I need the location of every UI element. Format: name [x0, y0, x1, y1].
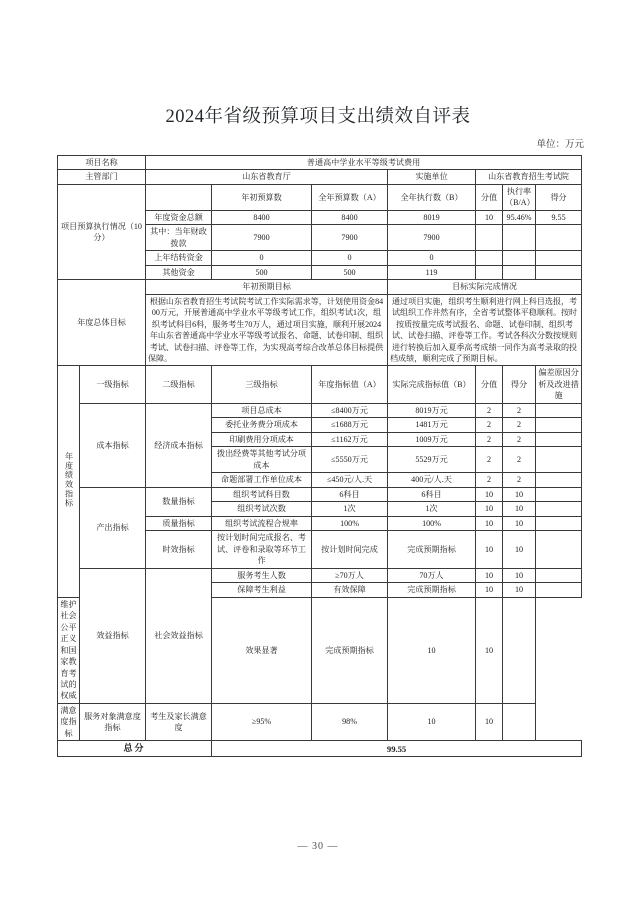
perf-target-value: ≥95%: [212, 703, 312, 740]
budget-annual-budget: 500: [312, 265, 388, 279]
perf-score: 2: [503, 418, 536, 432]
table-row-performance-columns: [58, 366, 582, 403]
budget-initial-budget: 7900: [212, 225, 312, 251]
perf-level2-quality: 质量指标: [146, 516, 212, 530]
table-row: [58, 703, 582, 740]
perf-score: 10: [503, 502, 536, 516]
perf-target-value: ≤5550万元: [312, 447, 388, 473]
perf-score-value: 10: [476, 531, 503, 568]
perf-level3: 考生及家长满意度: [146, 703, 212, 740]
table-row-goal-headers: [58, 280, 582, 294]
perf-deviation: [536, 487, 582, 501]
perf-level3: 保障考生利益: [212, 583, 312, 597]
perf-col-score: 得分: [503, 366, 536, 403]
budget-annual-budget: 7900: [312, 225, 388, 251]
perf-actual-value: 400元/人.天: [388, 473, 476, 487]
perf-col-level2: 二级指标: [146, 366, 212, 403]
perf-level3: 组织考试流程合规率: [212, 516, 312, 530]
perf-level1-output: 产出指标: [80, 487, 146, 568]
perf-score-value: 2: [476, 432, 503, 446]
perf-deviation: [503, 597, 536, 703]
perf-score-value: 10: [388, 703, 476, 740]
perf-col-level1: 一级指标: [80, 366, 146, 403]
perf-level3: 印刷费用分项成本: [212, 432, 312, 446]
budget-row-label: 其中：当年财政拨款: [146, 225, 212, 251]
performance-self-assessment-table: [57, 155, 582, 757]
page-title: 2024年省级预算项目支出绩效自评表: [165, 107, 471, 127]
budget-score-value: [476, 265, 503, 279]
perf-deviation: [536, 516, 582, 530]
annual-goal-actual-text: 通过项目实施，组织考生顺利进行网上科目选报，考试组织工作井然有序，全省考试整体平稳顺利。按时按质按量完成考试报名、命题、试卷印制、组织考试、试卷扫描、评卷等工作。考试各科次分数按规则进行转换后加入夏季高考成绩一同作为高考录取的投档成绩，顺利完成了预期目标。: [388, 294, 582, 366]
budget-score: [536, 265, 582, 279]
perf-score-value: 2: [476, 418, 503, 432]
perf-actual-value: 1次: [388, 502, 476, 516]
perf-deviation: [536, 447, 582, 473]
perf-deviation: [536, 583, 582, 597]
total-value: 99.55: [212, 741, 582, 757]
budget-execution-section-label: 项目预算执行情况（10分）: [58, 184, 146, 279]
perf-target-value: ≥70万人: [312, 568, 388, 582]
perf-level2-quantity: 数量指标: [146, 487, 212, 516]
budget-col-execution-rate: 执行率（B/A）: [503, 184, 536, 210]
performance-section-label-text: 年度绩效指标: [64, 451, 74, 508]
perf-target-value: 有效保障: [312, 583, 388, 597]
perf-col-deviation: 偏差原因分析及改进措施: [536, 366, 582, 403]
annual-goal-expected-text: 根据山东省教育招生考试院考试工作实际需求等，计划使用资金8400万元，开展普通高中学业水平等级考试工作，组织考试1次，组织考试科目6科，服务考生70万人，通过项目实施，顺利开展2024年山东省普通高中学业水平等级考试报名、命题、试卷印制、组织考试、试卷扫描、评卷等工作，为实现高考综合改革总体目标提供保障。: [146, 294, 388, 366]
budget-row-label: 年度资金总额: [146, 210, 212, 224]
annual-goal-expected-header: 年初预期目标: [146, 280, 388, 294]
budget-row-label: 上年结转资金: [146, 251, 212, 265]
perf-level1-cost: 成本指标: [80, 403, 146, 487]
perf-level2-timeliness: 时效指标: [146, 531, 212, 568]
perf-level3: 项目总成本: [212, 403, 312, 417]
perf-deviation: [536, 418, 582, 432]
perf-score: 10: [503, 516, 536, 530]
perf-level3: 组织考试科目数: [212, 487, 312, 501]
perf-level3: 服务考生人数: [212, 568, 312, 582]
budget-col-annual-budget: 全年预算数（A）: [312, 184, 388, 210]
perf-level2-economic-cost: 经济成本指标: [146, 403, 212, 487]
perf-target-value: ≤1162万元: [312, 432, 388, 446]
perf-actual-value: 5529万元: [388, 447, 476, 473]
perf-actual-value: 1009万元: [388, 432, 476, 446]
unit-label: 单位：万元: [536, 140, 584, 150]
perf-level3: 组织考试次数: [212, 502, 312, 516]
perf-actual-value: 70万人: [388, 568, 476, 582]
perf-score: 2: [503, 432, 536, 446]
perf-actual-value: 完成预期指标: [312, 597, 388, 703]
budget-col-annual-execution: 全年执行数（B）: [388, 184, 476, 210]
performance-section-label: [58, 366, 80, 597]
perf-target-value: 效果显著: [212, 597, 312, 703]
implementing-unit-label: 实施单位: [388, 170, 476, 184]
perf-score-value: 10: [476, 502, 503, 516]
perf-score: 2: [503, 403, 536, 417]
perf-deviation: [536, 502, 582, 516]
perf-deviation: [503, 703, 536, 740]
perf-score-value: 2: [476, 403, 503, 417]
budget-col-score-value: 分值: [476, 184, 503, 210]
budget-annual-execution: 0: [388, 251, 476, 265]
budget-initial-budget: 0: [212, 251, 312, 265]
perf-target-value: 100%: [312, 516, 388, 530]
perf-deviation: [536, 473, 582, 487]
budget-row-label: 其他资金: [146, 265, 212, 279]
total-label: 总分: [58, 741, 212, 757]
budget-initial-budget: 8400: [212, 210, 312, 224]
perf-actual-value: 1481万元: [388, 418, 476, 432]
supervising-dept-label: 主管部门: [58, 170, 146, 184]
perf-score: 10: [503, 487, 536, 501]
perf-score-value: 10: [476, 516, 503, 530]
perf-level1-satisfaction: 满意度指标: [58, 703, 80, 740]
perf-deviation: [536, 568, 582, 582]
budget-score: 9.55: [536, 210, 582, 224]
budget-execution-rate: [503, 265, 536, 279]
perf-level3: 按计划时间完成报名、考试、评卷和录取等环节工作: [212, 531, 312, 568]
budget-annual-execution: 8019: [388, 210, 476, 224]
budget-execution-rate: [503, 251, 536, 265]
perf-level3: 拨出经费等其他考试分项成本: [212, 447, 312, 473]
table-row-supervising-dept: [58, 170, 582, 184]
perf-actual-value: 8019万元: [388, 403, 476, 417]
perf-col-actual-value: 实际完成指标值（B）: [388, 366, 476, 403]
perf-col-score-value: 分值: [476, 366, 503, 403]
perf-score-value: 10: [476, 568, 503, 582]
budget-col-blank: [146, 184, 212, 210]
annual-goal-section-label: 年度总体目标: [58, 280, 146, 366]
budget-score: [536, 251, 582, 265]
perf-actual-value: 完成预期指标: [388, 583, 476, 597]
budget-execution-rate: 95.46%: [503, 210, 536, 224]
perf-target-value: 按计划时间完成: [312, 531, 388, 568]
perf-score-value: 2: [476, 447, 503, 473]
budget-col-initial-budget: 年初预算数: [212, 184, 312, 210]
perf-target-value: 6科目: [312, 487, 388, 501]
table-row: [58, 568, 582, 582]
perf-score: 2: [503, 473, 536, 487]
perf-target-value: ≤8400万元: [312, 403, 388, 417]
perf-level2-service-satisfaction: 服务对象满意度指标: [80, 703, 146, 740]
perf-level2-social-benefit: 社会效益指标: [146, 568, 212, 703]
table-row-project-name: [58, 156, 582, 170]
perf-level3: 委托业务费分项成本: [212, 418, 312, 432]
budget-execution-rate: [503, 225, 536, 251]
budget-annual-budget: 0: [312, 251, 388, 265]
budget-annual-budget: 8400: [312, 210, 388, 224]
budget-annual-execution: 7900: [388, 225, 476, 251]
perf-deviation: [536, 403, 582, 417]
supervising-dept-value: 山东省教育厅: [146, 170, 388, 184]
budget-score-value: [476, 225, 503, 251]
perf-deviation: [536, 531, 582, 568]
project-name-value: 普通高中学业水平等级考试费用: [146, 156, 582, 170]
project-name-label: 项目名称: [58, 156, 146, 170]
perf-actual-value: 完成预期指标: [388, 531, 476, 568]
perf-target-value: 1次: [312, 502, 388, 516]
budget-score-value: [476, 251, 503, 265]
perf-actual-value: 98%: [312, 703, 388, 740]
perf-score: 10: [476, 597, 503, 703]
perf-col-target-value: 年度指标值（A）: [312, 366, 388, 403]
perf-score: 10: [476, 703, 503, 740]
budget-annual-execution: 119: [388, 265, 476, 279]
perf-level1-benefit: 效益指标: [80, 568, 146, 703]
perf-col-level3: 三级指标: [212, 366, 312, 403]
perf-target-value: ≤450元/人.天: [312, 473, 388, 487]
perf-score-value: 2: [476, 473, 503, 487]
annual-goal-actual-header: 目标实际完成情况: [388, 280, 582, 294]
perf-score: 10: [503, 531, 536, 568]
table-row-total: [58, 741, 582, 757]
page-number: — 30 —: [297, 841, 339, 852]
table-row: [58, 403, 582, 417]
perf-score: 2: [503, 447, 536, 473]
perf-deviation: [536, 432, 582, 446]
perf-level3: 维护社会公平正义和国家教育考试的权威: [58, 597, 80, 703]
perf-target-value: ≤1688万元: [312, 418, 388, 432]
budget-col-score: 得分: [536, 184, 582, 210]
budget-initial-budget: 500: [212, 265, 312, 279]
perf-level3: 命题部署工作单位成本: [212, 473, 312, 487]
perf-score-value: 10: [388, 597, 476, 703]
perf-score: 10: [503, 583, 536, 597]
perf-actual-value: 100%: [388, 516, 476, 530]
perf-actual-value: 6科目: [388, 487, 476, 501]
perf-score: 10: [503, 568, 536, 582]
perf-score-value: 10: [476, 583, 503, 597]
table-row-budget-columns: [58, 184, 582, 210]
implementing-unit-value: 山东省教育招生考试院: [476, 170, 582, 184]
perf-score-value: 10: [476, 487, 503, 501]
table-row: [58, 487, 582, 501]
budget-score: [536, 225, 582, 251]
budget-score-value: 10: [476, 210, 503, 224]
